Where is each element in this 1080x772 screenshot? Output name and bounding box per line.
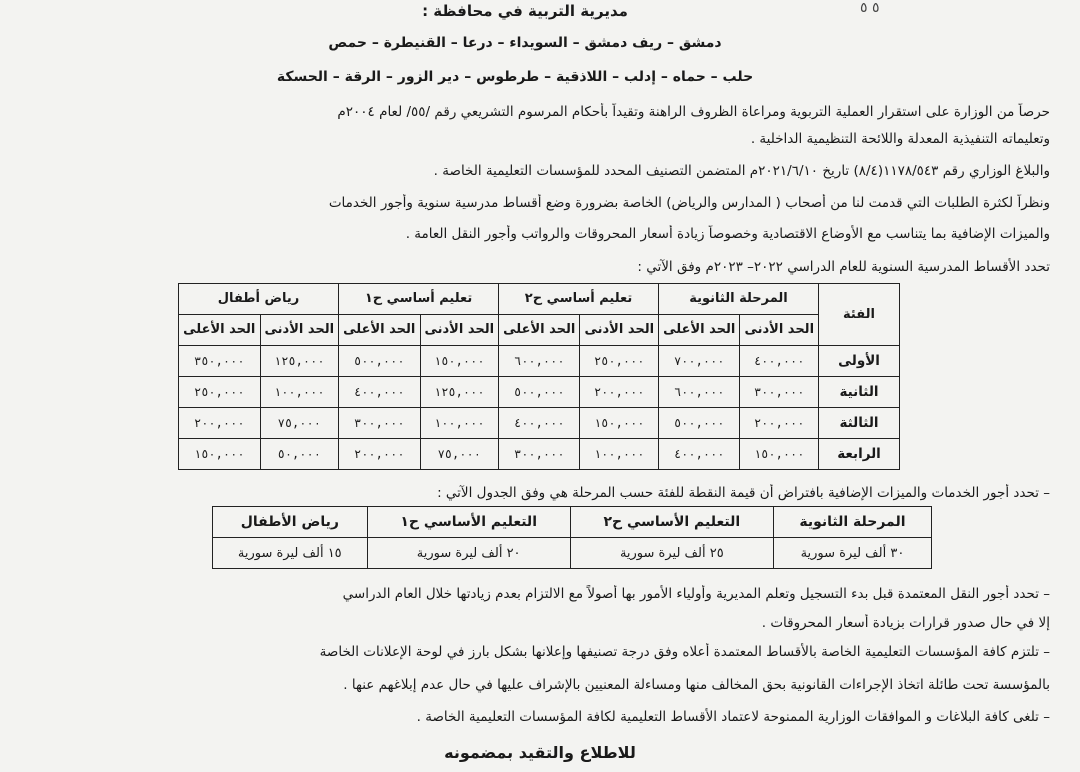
fees-stage-header: تعليم أساسي ح١ [339, 284, 499, 315]
fees-cell: ٥٠٠,٠٠٠ [499, 377, 580, 408]
services-table [212, 506, 932, 569]
fees-min-label: الحد الأدنى [420, 315, 499, 346]
services-value: ١٥ ألف ليرة سورية [213, 538, 368, 569]
fees-cell: ٢٥٠,٠٠٠ [179, 377, 261, 408]
fees-cell: ٢٠٠,٠٠٠ [740, 408, 819, 439]
fees-min-label: الحد الأدنى [580, 315, 659, 346]
fees-category: الأولى [819, 346, 900, 377]
header-line-2: دمشق – ريف دمشق – السويداء – درعا – القنيطرة – حمص [328, 35, 722, 51]
paragraph-8: – تلغى كافة البلاغات و الموافقات الوزارية الممنوحة لاعتماد الأقساط التعليمية لكافة المؤسسات التعليمية الخاصة . [416, 709, 1050, 725]
corner-mark: ٥ ٥ [860, 0, 880, 16]
paragraph-2: والبلاغ الوزاري رقم ١١٧٨/٥٤٣(٨/٤) تاريخ ٢٠٢١/٦/١٠م المتضمن التصنيف المحدد للمؤسسات التعليمية الخاصة . [433, 163, 1050, 179]
fees-row [179, 439, 900, 470]
fees-cell: ١٢٥,٠٠٠ [420, 377, 499, 408]
fees-cell: ١٠٠,٠٠٠ [580, 439, 659, 470]
fees-stage-header: المرحلة الثانوية [659, 284, 819, 315]
fees-cell: ٧٥,٠٠٠ [420, 439, 499, 470]
closing-line: للاطلاع والتقيد بمضمونه [444, 744, 636, 762]
fees-cell: ٤٠٠,٠٠٠ [740, 346, 819, 377]
fees-cell: ١٥٠,٠٠٠ [179, 439, 261, 470]
fees-cell: ٥٠٠,٠٠٠ [339, 346, 420, 377]
fees-cell: ١٥٠,٠٠٠ [420, 346, 499, 377]
fees-cell: ١٥٠,٠٠٠ [740, 439, 819, 470]
paragraph-5: – تحدد أجور الخدمات والميزات الإضافية بافتراض أن قيمة النقطة للفئة حسب المرحلة هي وفق الجدول الآتي : [437, 485, 1050, 501]
fees-cell: ٢٠٠,٠٠٠ [580, 377, 659, 408]
fees-row [179, 408, 900, 439]
services-value: ٣٠ ألف ليرة سورية [773, 538, 931, 569]
fees-cell: ٣٠٠,٠٠٠ [740, 377, 819, 408]
paragraph-4: تحدد الأقساط المدرسية السنوية للعام الدراسي ٢٠٢٢– ٢٠٢٣م وفق الآتي : [637, 259, 1050, 275]
fees-category: الثالثة [819, 408, 900, 439]
services-header: التعليم الأساسي ح١ [367, 507, 570, 538]
fees-cell: ٢٠٠,٠٠٠ [179, 408, 261, 439]
services-header: رياض الأطفال [213, 507, 368, 538]
fees-cell: ٦٠٠,٠٠٠ [499, 346, 580, 377]
fees-table [178, 283, 900, 470]
services-value: ٢٠ ألف ليرة سورية [367, 538, 570, 569]
services-header: المرحلة الثانوية [773, 507, 931, 538]
fees-category: الثانية [819, 377, 900, 408]
fees-max-label: الحد الأعلى [179, 315, 261, 346]
fees-cell: ٢٥٠,٠٠٠ [580, 346, 659, 377]
fees-cell: ٣٠٠,٠٠٠ [339, 408, 420, 439]
fees-stage-header: تعليم أساسي ح٢ [499, 284, 659, 315]
fees-cell: ١٠٠,٠٠٠ [260, 377, 339, 408]
fees-min-label: الحد الأدنى [740, 315, 819, 346]
fees-row [179, 346, 900, 377]
fees-max-label: الحد الأعلى [659, 315, 740, 346]
paragraph-6b: إلا في حال صدور قرارات بزيادة أسعار المحروقات . [761, 615, 1050, 631]
fees-cell: ٧٠٠,٠٠٠ [659, 346, 740, 377]
paragraph-1a: حرصاً من الوزارة على استقرار العملية التربوية ومراعاة الظروف الراهنة وتقيداً بأحكام المرسوم التشريعي رقم /٥٥/ لعام ٢٠٠٤م [337, 104, 1050, 120]
fees-cell: ٢٠٠,٠٠٠ [339, 439, 420, 470]
fees-cell: ١٠٠,٠٠٠ [420, 408, 499, 439]
paragraph-1b: وتعليماته التنفيذية المعدلة واللائحة التنظيمية الداخلية . [750, 131, 1050, 147]
paragraph-7b: بالمؤسسة تحت طائلة اتخاذ الإجراءات القانونية بحق المخالف منها ومساءلة المعنيين بالإشراف عليها في حال عدم إبلاغهم عنها . [343, 677, 1050, 693]
paragraph-3b: والميزات الإضافية بما يتناسب مع الأوضاع الاقتصادية وخصوصاً زيادة أسعار المحروقات والرواتب وأجور النقل العامة . [405, 226, 1050, 242]
header-line-3: حلب – حماه – إدلب – اللاذقية – طرطوس – دير الزور – الرقة – الحسكة [276, 69, 754, 85]
fees-cell: ٣٠٠,٠٠٠ [499, 439, 580, 470]
services-header: التعليم الأساسي ح٢ [570, 507, 773, 538]
paragraph-6a: – تحدد أجور النقل المعتمدة قبل بدء التسجيل وتعلم المديرية وأولياء الأمور بها أصولاً مع الالتزام بعدم زيادتها خلال العام الدراسي [342, 586, 1050, 602]
fees-row [179, 377, 900, 408]
fees-cell: ٤٠٠,٠٠٠ [659, 439, 740, 470]
services-value: ٢٥ ألف ليرة سورية [570, 538, 773, 569]
fees-category-header: الفئة [819, 284, 900, 346]
fees-cell: ٧٥,٠٠٠ [260, 408, 339, 439]
header-line-1: مديرية التربية في محافظة : [422, 2, 628, 20]
fees-cell: ٤٠٠,٠٠٠ [339, 377, 420, 408]
fees-min-label: الحد الأدنى [260, 315, 339, 346]
fees-category: الرابعة [819, 439, 900, 470]
paragraph-3a: ونظراً لكثرة الطلبات التي قدمت لنا من أصحاب ( المدارس والرياض) الخاصة بضرورة وضع أقساط مدرسية سنوية وأجور الخدمات [328, 195, 1050, 211]
fees-cell: ٦٠٠,٠٠٠ [659, 377, 740, 408]
fees-cell: ٥٠,٠٠٠ [260, 439, 339, 470]
fees-cell: ٤٠٠,٠٠٠ [499, 408, 580, 439]
fees-cell: ١٥٠,٠٠٠ [580, 408, 659, 439]
paragraph-7a: – تلتزم كافة المؤسسات التعليمية الخاصة بالأقساط المعتمدة أعلاه وفق درجة تصنيفها وإعلانها بشكل بارز في لوحة الإعلانات الخاصة [319, 644, 1050, 660]
fees-stage-header: رياض أطفال [179, 284, 339, 315]
fees-cell: ١٢٥,٠٠٠ [260, 346, 339, 377]
fees-cell: ٥٠٠,٠٠٠ [659, 408, 740, 439]
fees-max-label: الحد الأعلى [499, 315, 580, 346]
fees-cell: ٣٥٠,٠٠٠ [179, 346, 261, 377]
fees-max-label: الحد الأعلى [339, 315, 420, 346]
